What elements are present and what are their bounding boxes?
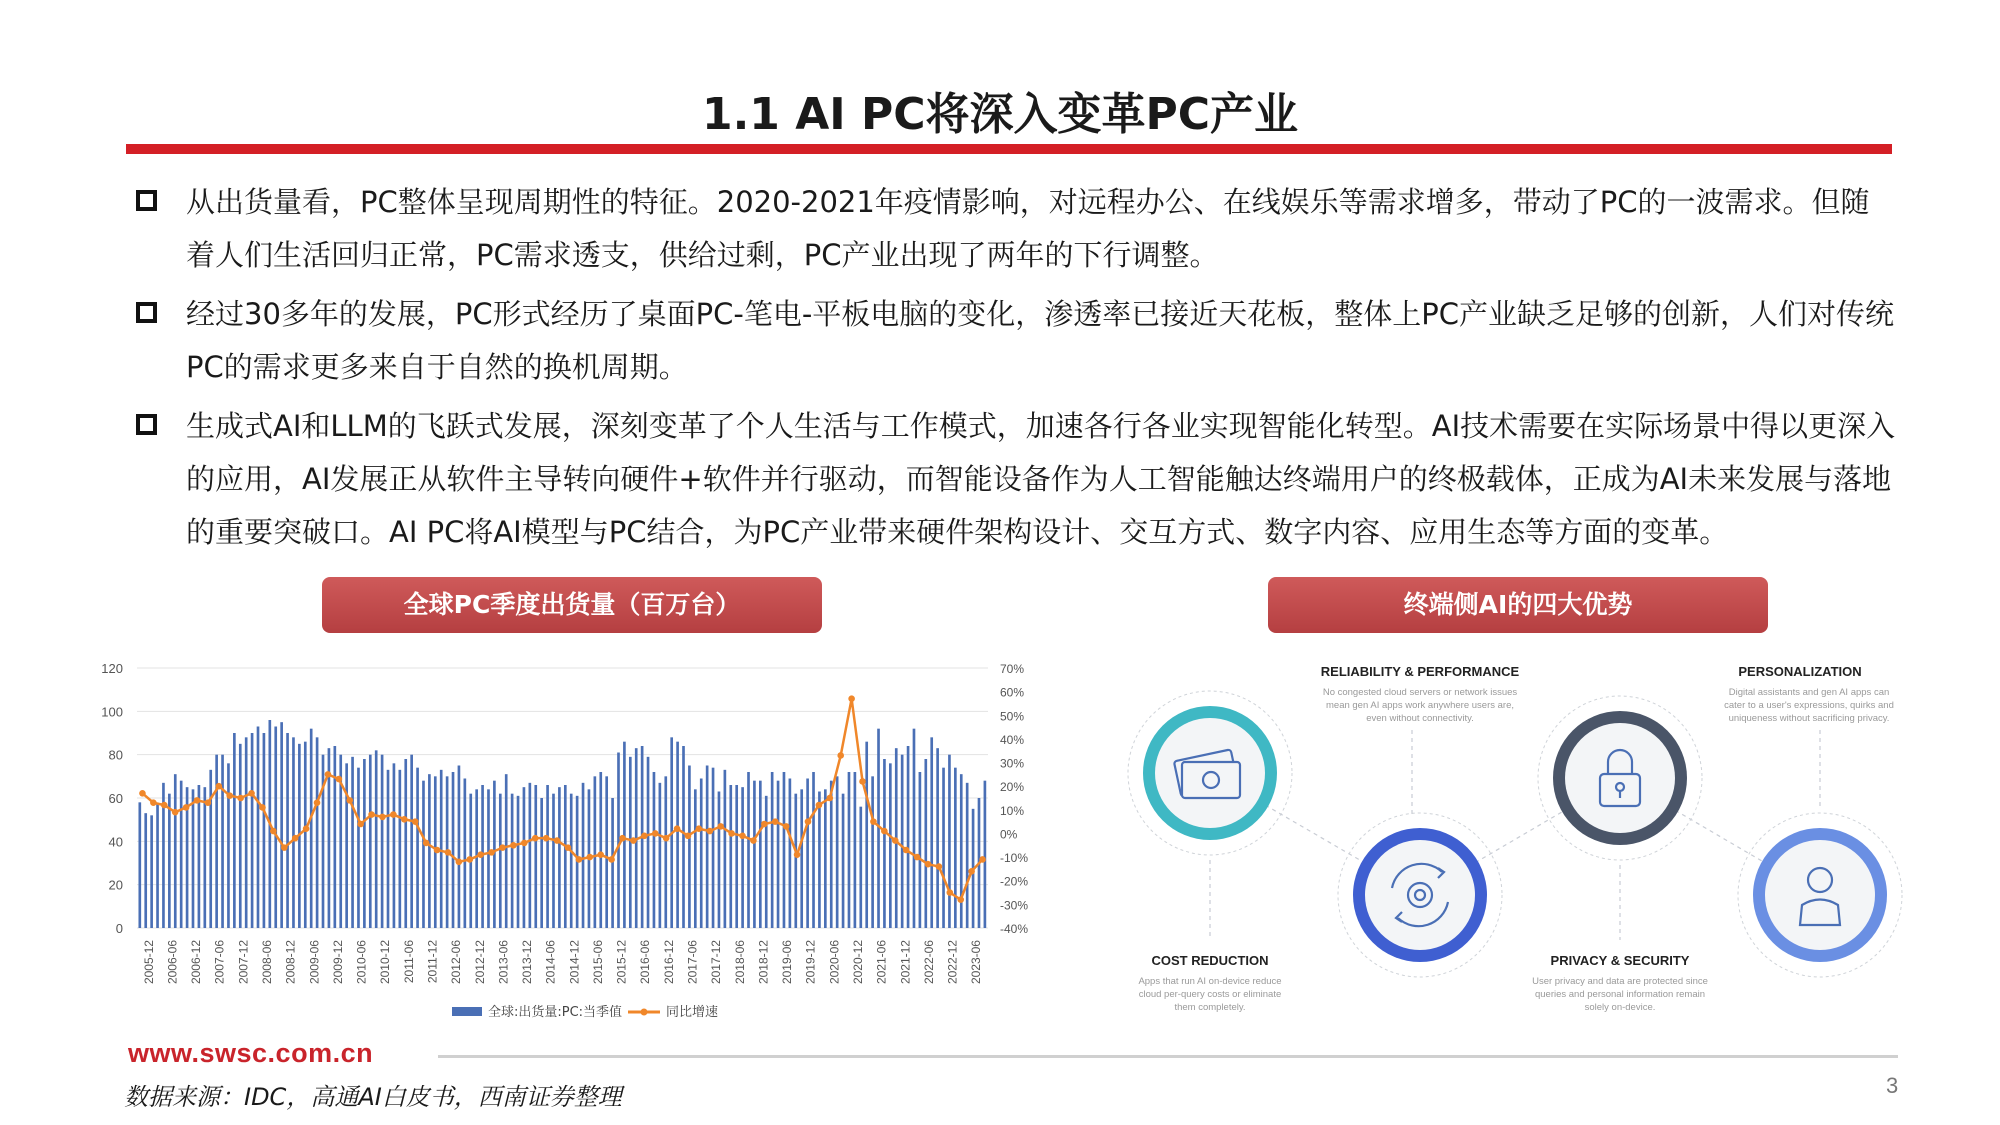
- shipment-bar: [251, 733, 254, 928]
- shipment-bar: [800, 789, 803, 928]
- growth-point: [401, 816, 408, 823]
- shipment-bar: [180, 781, 183, 928]
- shipment-bar: [257, 727, 260, 929]
- growth-point: [696, 825, 703, 832]
- shipment-bar: [818, 792, 821, 929]
- shipment-bar: [570, 794, 573, 928]
- x-axis-tick-label: 2012-12: [472, 940, 487, 985]
- shipment-bar: [345, 763, 348, 928]
- growth-point: [336, 776, 343, 783]
- growth-point: [434, 847, 441, 854]
- growth-point: [379, 814, 386, 821]
- x-axis-tick-label: 2009-06: [307, 940, 322, 985]
- growth-point: [423, 840, 430, 847]
- shipment-bar: [404, 759, 407, 928]
- growth-point: [357, 821, 364, 828]
- shipment-bar: [523, 787, 526, 928]
- shipment-bar: [718, 792, 721, 929]
- growth-point: [783, 823, 790, 830]
- privacy-title: PRIVACY & SECURITY: [1550, 953, 1690, 968]
- growth-point: [139, 790, 146, 797]
- shipment-bar: [806, 779, 809, 929]
- growth-point: [859, 778, 866, 785]
- shipment-bar: [747, 772, 750, 928]
- shipment-bar: [369, 755, 372, 928]
- growth-line: [142, 699, 982, 900]
- shipment-bar: [487, 789, 490, 928]
- shipment-bar: [499, 794, 502, 928]
- growth-point: [237, 795, 244, 802]
- shipment-bar: [664, 776, 667, 928]
- x-axis-tick-label: 2016-06: [638, 940, 653, 985]
- reliability-desc: No congested cloud servers or network issues mean gen AI apps work anywhere users are, even without connectivity.: [1322, 687, 1518, 724]
- growth-point: [641, 833, 648, 840]
- growth-point: [761, 821, 768, 828]
- growth-point: [183, 804, 190, 811]
- shipment-bar: [263, 733, 266, 928]
- x-axis-tick-label: 2022-06: [921, 940, 936, 985]
- cost-title: COST REDUCTION: [1151, 953, 1269, 968]
- shipment-bar: [239, 744, 242, 928]
- right-axis-tick-label: 10%: [1000, 803, 1025, 818]
- growth-point: [412, 818, 419, 825]
- right-axis-tick-label: 20%: [1000, 780, 1025, 795]
- shipment-bar: [464, 779, 467, 929]
- growth-point: [947, 889, 954, 896]
- shipment-bar: [605, 776, 608, 928]
- shipment-bar: [233, 733, 236, 928]
- shipment-bar: [759, 781, 762, 928]
- growth-point: [314, 799, 321, 806]
- shipment-bar: [830, 781, 833, 928]
- x-axis-tick-label: 2014-06: [543, 940, 558, 985]
- reliability-title: RELIABILITY & PERFORMANCE: [1320, 664, 1520, 679]
- growth-point: [477, 851, 484, 858]
- bullet-text: 经过30多年的发展，PC形式经历了桌面PC-笔电-平板电脑的变化，渗透率已接近天花板，整体上PC产业缺乏足够的创新，人们对传统PC的需求更多来自于自然的换机周期。: [186, 297, 1895, 384]
- x-axis-tick-label: 2006-12: [189, 940, 204, 985]
- shipment-bar: [706, 766, 709, 929]
- right-axis-tick-label: 0%: [1000, 827, 1018, 842]
- growth-point: [663, 835, 670, 842]
- shipment-bar: [280, 722, 283, 928]
- x-axis-tick-label: 2014-12: [567, 940, 582, 985]
- cost-circle: [1338, 813, 1502, 977]
- growth-point: [881, 828, 888, 835]
- growth-point: [750, 837, 757, 844]
- shipment-bar: [174, 774, 177, 928]
- right-axis-tick-label: 60%: [1000, 685, 1025, 700]
- x-axis-tick-label: 2017-06: [685, 940, 700, 985]
- shipment-bar: [954, 768, 957, 928]
- shipment-bar: [203, 787, 206, 928]
- shipment-bar: [316, 737, 319, 928]
- growth-point: [499, 844, 506, 851]
- right-axis-tick-label: -40%: [1000, 922, 1029, 936]
- shipment-bar: [192, 789, 195, 928]
- shipment-bar: [458, 766, 461, 929]
- shipment-bar: [735, 785, 738, 928]
- growth-point: [608, 856, 615, 863]
- growth-point: [532, 835, 539, 842]
- legend-line-label: 同比增速: [666, 1005, 719, 1020]
- growth-point: [466, 856, 473, 863]
- shipment-bar: [144, 813, 147, 928]
- shipment-bar: [351, 757, 354, 928]
- growth-point: [543, 835, 550, 842]
- shipment-bar: [611, 798, 614, 928]
- shipment-bar: [511, 794, 514, 928]
- right-axis-tick-label: 70%: [1000, 662, 1025, 676]
- shipment-bar: [363, 759, 366, 928]
- growth-point: [706, 828, 713, 835]
- shipment-bar: [907, 746, 910, 928]
- shipment-bar: [659, 783, 662, 928]
- reliability-circle: [1128, 691, 1292, 855]
- shipment-bar: [529, 783, 532, 928]
- shipment-bar: [156, 805, 159, 929]
- shipment-bar: [871, 776, 874, 928]
- shipment-bar: [227, 763, 230, 928]
- x-axis-tick-label: 2022-12: [945, 940, 960, 985]
- left-axis-tick-label: 100: [101, 704, 123, 720]
- growth-point: [270, 828, 277, 835]
- growth-point: [979, 856, 986, 863]
- shipment-bar: [700, 779, 703, 929]
- shipment-bar: [924, 759, 927, 928]
- growth-point: [390, 811, 397, 818]
- shipment-bar: [582, 783, 585, 928]
- left-axis-tick-label: 20: [108, 877, 123, 893]
- x-axis-tick-label: 2016-12: [661, 940, 676, 985]
- chart-panel-label: 全球PC季度出货量（百万台）: [322, 577, 822, 633]
- growth-point: [903, 847, 910, 854]
- left-axis-tick-label: 40: [108, 834, 123, 850]
- right-axis-tick-label: 50%: [1000, 709, 1025, 724]
- growth-point: [892, 837, 899, 844]
- personalization-title: PERSONALIZATION: [1738, 664, 1862, 679]
- shipment-bar: [286, 733, 289, 928]
- legend-bar-label: 全球:出货量:PC:当季值: [488, 1005, 623, 1020]
- growth-point: [259, 804, 266, 811]
- shipment-bar: [913, 729, 916, 928]
- right-axis-tick-label: -20%: [1000, 874, 1029, 889]
- shipment-bar: [688, 766, 691, 929]
- growth-point: [827, 795, 834, 802]
- left-axis-tick-label: 0: [115, 921, 123, 936]
- growth-point: [685, 833, 692, 840]
- pc-shipment-chart: [80, 650, 1080, 1040]
- growth-point: [652, 830, 659, 837]
- x-axis-tick-label: 2021-06: [874, 940, 889, 985]
- growth-point: [597, 851, 604, 858]
- shipment-bar: [440, 770, 443, 928]
- growth-point: [456, 859, 463, 866]
- shipment-bar: [138, 802, 141, 928]
- left-axis-tick-label: 80: [108, 747, 123, 763]
- shipment-bar: [304, 742, 307, 928]
- shipment-bar: [357, 768, 360, 928]
- x-axis-tick-label: 2009-12: [330, 940, 345, 985]
- shipment-bar: [558, 787, 561, 928]
- shipment-bar: [517, 796, 520, 928]
- growth-point: [205, 799, 212, 806]
- x-axis-tick-label: 2020-06: [827, 940, 842, 985]
- x-axis-tick-label: 2010-12: [378, 940, 393, 985]
- growth-point: [848, 695, 855, 702]
- growth-point: [914, 854, 921, 861]
- left-axis-tick-label: 60: [108, 791, 123, 806]
- right-axis-tick-label: 30%: [1000, 756, 1025, 771]
- growth-point: [674, 825, 681, 832]
- personalization-circle: [1738, 813, 1902, 977]
- shipment-bar: [410, 755, 413, 928]
- growth-point: [510, 842, 517, 849]
- shipment-bar: [505, 774, 508, 928]
- shipment-bar: [422, 781, 425, 928]
- growth-point: [739, 833, 746, 840]
- growth-point: [837, 752, 844, 759]
- shipment-bar: [859, 807, 862, 928]
- growth-point: [488, 849, 495, 856]
- slide-title: 1.1 AI PC将深入变革PC产业: [701, 89, 1299, 140]
- growth-point: [925, 861, 932, 868]
- growth-point: [728, 830, 735, 837]
- growth-point: [292, 835, 299, 842]
- diagram-panel-label: 终端侧AI的四大优势: [1268, 577, 1768, 633]
- growth-point: [445, 849, 452, 856]
- shipment-bar: [960, 774, 963, 928]
- growth-point: [554, 837, 561, 844]
- shipment-bar: [812, 772, 815, 928]
- shipment-bar: [741, 787, 744, 928]
- shipment-bar: [428, 774, 431, 928]
- x-axis-tick-label: 2011-12: [425, 940, 440, 984]
- shipment-bar: [919, 772, 922, 928]
- shipment-bar: [883, 759, 886, 928]
- shipment-bar: [333, 746, 336, 928]
- growth-point: [957, 896, 964, 903]
- shipment-bar: [594, 776, 597, 928]
- shipment-bar: [599, 772, 602, 928]
- shipment-bar: [416, 768, 419, 928]
- growth-point: [281, 844, 288, 851]
- growth-point: [794, 851, 801, 858]
- shipment-bar: [381, 755, 384, 928]
- shipment-bar: [150, 815, 153, 928]
- x-axis-tick-label: 2019-06: [780, 940, 795, 985]
- shipment-bar: [617, 753, 620, 929]
- growth-point: [172, 809, 179, 816]
- shipment-bar: [546, 785, 549, 928]
- x-axis-tick-label: 2020-12: [850, 940, 865, 985]
- growth-point: [248, 790, 255, 797]
- x-axis-tick-label: 2007-06: [212, 940, 227, 985]
- shipment-bar: [647, 757, 650, 928]
- growth-point: [161, 802, 168, 809]
- shipment-bar: [936, 748, 939, 928]
- shipment-bar: [552, 794, 555, 928]
- growth-point: [368, 811, 375, 818]
- right-axis-tick-label: -30%: [1000, 898, 1029, 913]
- growth-point: [968, 868, 975, 875]
- legend-bar-swatch: [452, 1007, 482, 1016]
- shipment-bar: [623, 742, 626, 928]
- shipment-bar: [534, 785, 537, 928]
- shipment-bar: [475, 789, 478, 928]
- shipment-bar: [168, 794, 171, 928]
- x-axis-tick-label: 2023-06: [969, 940, 984, 985]
- title-underline: [126, 144, 1892, 154]
- connector-lines: [1210, 730, 1820, 940]
- right-axis-tick-label: 40%: [1000, 732, 1025, 747]
- shipment-bar: [221, 755, 224, 928]
- shipment-bar: [653, 772, 656, 928]
- shipment-bar: [274, 727, 277, 929]
- data-source-note: 数据来源：IDC，高通AI白皮书，西南证券整理: [124, 1083, 622, 1111]
- shipment-bar: [209, 770, 212, 928]
- square-bullet-icon: [136, 414, 157, 435]
- growth-point: [576, 856, 583, 863]
- x-axis-tick-label: 2017-12: [709, 940, 724, 985]
- page-number: 3: [1886, 1073, 1899, 1098]
- shipment-bar: [694, 789, 697, 928]
- shipment-bar: [540, 798, 543, 928]
- growth-point: [194, 797, 201, 804]
- x-axis-tick-label: 2015-06: [590, 940, 605, 985]
- growth-point: [717, 823, 724, 830]
- shipment-bar: [310, 729, 313, 928]
- shipment-bar: [375, 750, 378, 928]
- x-axis-tick-label: 2008-06: [260, 940, 275, 985]
- shipment-bar: [322, 755, 325, 928]
- shipment-bar: [724, 770, 727, 928]
- shipment-bar: [292, 737, 295, 928]
- legend-line-marker: [641, 1009, 648, 1016]
- growth-point: [150, 799, 157, 806]
- x-axis-tick-label: 2007-12: [236, 940, 251, 985]
- x-axis-tick-label: 2012-06: [449, 940, 464, 985]
- growth-point: [226, 792, 233, 799]
- growth-point: [870, 818, 877, 825]
- shipment-bar: [777, 781, 780, 928]
- shipment-bar: [729, 785, 732, 928]
- growth-point: [586, 854, 593, 861]
- x-axis-tick-label: 2011-06: [401, 940, 416, 984]
- growth-point: [565, 844, 572, 851]
- bullet-text: 从出货量看，PC整体呈现周期性的特征。2020-2021年疫情影响，对远程办公、在线娱乐等需求增多，带动了PC的一波需求。但随着人们生活回归正常，PC需求透支，供给过剩，PC产业出现了两年的下行调整。: [186, 185, 1870, 272]
- shipment-bar: [387, 770, 390, 928]
- footer-rule: [438, 1055, 1898, 1058]
- bullet-item: [136, 400, 1896, 559]
- shipment-bar: [984, 781, 987, 928]
- x-axis-tick-label: 2010-06: [354, 940, 369, 985]
- x-axis-tick-label: 2021-12: [898, 940, 913, 985]
- shipment-bar: [789, 779, 792, 929]
- x-axis-tick-label: 2018-06: [732, 940, 747, 985]
- cost-desc: Apps that run AI on-device reduce cloud per-query costs or eliminate them completely.: [1138, 976, 1282, 1013]
- growth-point: [303, 825, 310, 832]
- growth-point: [521, 840, 528, 847]
- shipment-bar: [712, 768, 715, 928]
- growth-point: [772, 818, 779, 825]
- shipment-bar: [794, 794, 797, 928]
- right-axis-tick-label: -10%: [1000, 851, 1029, 866]
- growth-point: [805, 818, 812, 825]
- shipment-bar: [245, 737, 248, 928]
- square-bullet-icon: [136, 190, 157, 211]
- shipment-bar: [783, 772, 786, 928]
- growth-point: [325, 771, 332, 778]
- shipment-bar: [452, 772, 455, 928]
- shipment-bar: [399, 770, 402, 928]
- shipment-bar: [824, 789, 827, 928]
- x-axis-tick-label: 2006-06: [165, 940, 180, 985]
- growth-point: [346, 797, 353, 804]
- growth-point: [619, 835, 626, 842]
- shipment-bar: [198, 785, 201, 928]
- shipment-bar: [393, 763, 396, 928]
- left-axis-tick-label: 120: [101, 661, 123, 676]
- x-axis-tick-label: 2013-12: [520, 940, 535, 985]
- personalization-desc: Digital assistants and gen AI apps can cater to a user's expressions, quirks and uniqueness without sacrificing privacy.: [1724, 687, 1894, 724]
- square-bullet-icon: [136, 302, 157, 323]
- shipment-bar: [676, 742, 679, 928]
- x-axis-tick-label: 2018-12: [756, 940, 771, 985]
- bullet-item: [136, 176, 1896, 282]
- shipment-bar: [842, 794, 845, 928]
- shipment-bar: [889, 763, 892, 928]
- x-axis-tick-label: 2015-12: [614, 940, 629, 985]
- privacy-circle: [1538, 696, 1702, 860]
- x-axis-tick-label: 2008-12: [283, 940, 298, 985]
- shipment-bar: [215, 755, 218, 928]
- x-axis-tick-label: 2005-12: [141, 940, 156, 985]
- bullet-item: [136, 288, 1896, 394]
- shipment-bar: [753, 781, 756, 928]
- shipment-bar: [848, 772, 851, 928]
- shipment-bar: [564, 785, 567, 928]
- shipment-bar: [836, 776, 839, 928]
- shipment-bar: [966, 783, 969, 928]
- shipment-bar: [854, 772, 857, 928]
- growth-point: [630, 837, 637, 844]
- growth-point: [216, 783, 223, 790]
- growth-point: [936, 863, 943, 870]
- shipment-bar: [948, 755, 951, 928]
- bullet-list: [136, 176, 1896, 565]
- x-axis-tick-label: 2013-06: [496, 940, 511, 985]
- shipment-bar: [865, 742, 868, 928]
- shipment-bar: [765, 796, 768, 928]
- shipment-bar: [942, 768, 945, 928]
- footer-url: www.swsc.com.cn: [128, 1038, 374, 1068]
- privacy-desc: User privacy and data are protected since queries and personal information remain solely on-device.: [1532, 976, 1708, 1013]
- growth-point: [816, 802, 823, 809]
- shipment-bar: [682, 746, 685, 928]
- shipment-bar: [771, 772, 774, 928]
- x-axis-tick-label: 2019-12: [803, 940, 818, 985]
- bullet-text: 生成式AI和LLM的飞跃式发展，深刻变革了个人生活与工作模式，加速各行各业实现智能化转型。AI技术需要在实际场景中得以更深入的应用，AI发展正从软件主导转向硬件+软件并行驱动，而智能设备作为人工智能触达终端用户的终极载体，正成为AI未来发展与落地的重要突破口。AI PC将AI模型与PC结合，为PC产业带来硬件架构设计、交互方式、数字内容、应用生态等方面的变革。: [186, 409, 1896, 549]
- shipment-bar: [901, 755, 904, 928]
- shipment-bar: [930, 737, 933, 928]
